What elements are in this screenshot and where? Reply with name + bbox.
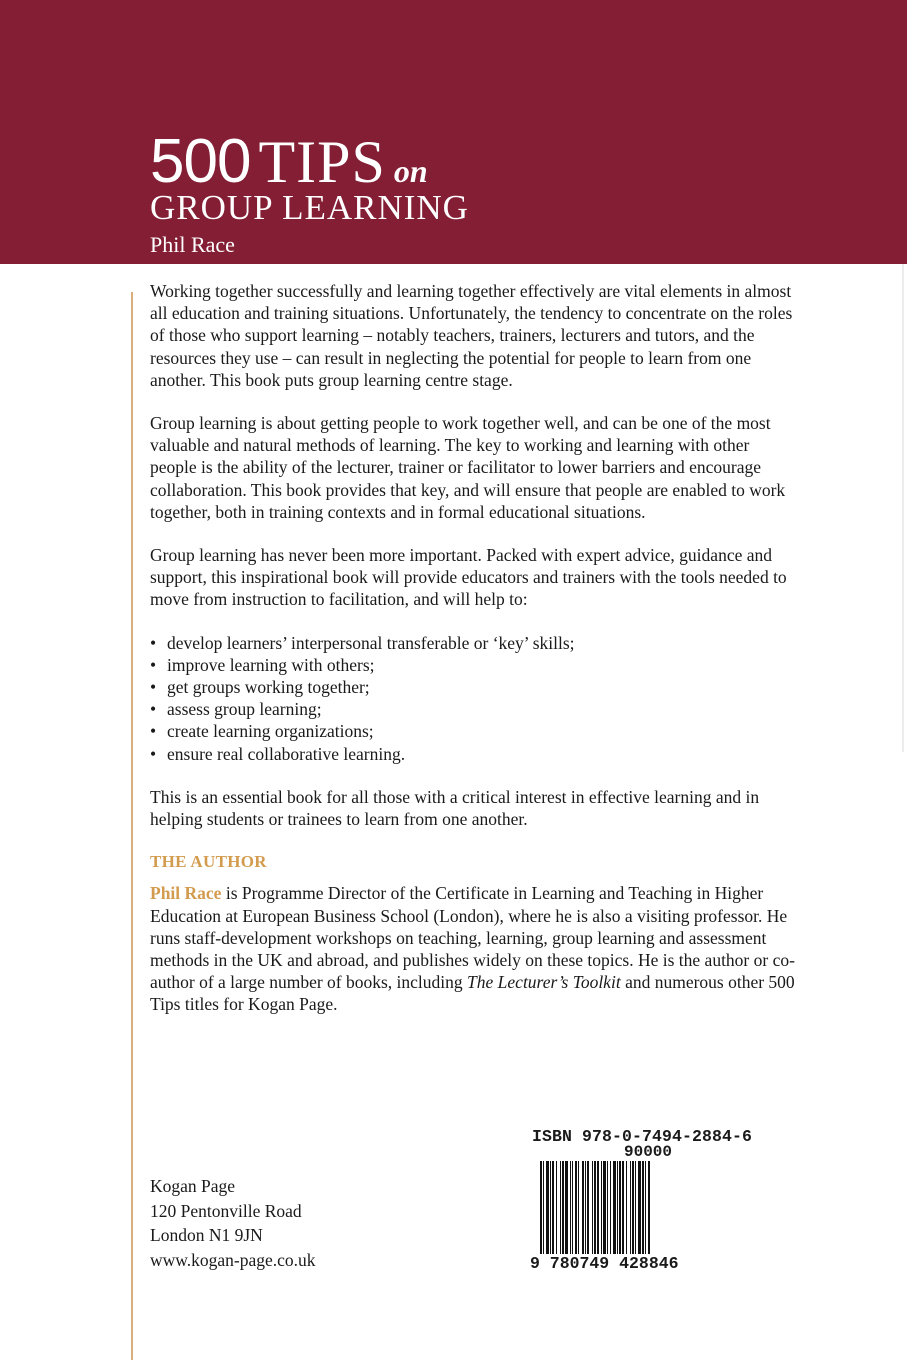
barcode-bar xyxy=(601,1161,602,1261)
publisher-website: www.kogan-page.co.uk xyxy=(150,1249,316,1270)
barcode-bar xyxy=(638,1161,641,1257)
blurb-paragraph: Group learning has never been more important. Packed with expert advice, guidance and support, this inspirational book will provide educators and trainers with the tools needed to move from instruction to facilitation, and will help to: xyxy=(150,545,787,610)
publisher-city: London N1 9JN xyxy=(150,1225,263,1245)
list-item: • improve learning with others; xyxy=(150,654,800,676)
barcode-bar xyxy=(543,1161,544,1261)
header-author: Phil Race xyxy=(150,232,235,257)
author-bio-text: is Programme Director of the Certificate in Learning and Teaching in Higher Education at European Business School (London), where he is also a visiting professor. He runs staff-development workshops on teaching, learning, group learning and assessment methods in the UK and abroad, and publishes widely on these topics. He is the author or co-author of a large number of books, including xyxy=(150,883,795,993)
barcode-bar xyxy=(578,1161,579,1261)
barcode-bar xyxy=(630,1161,631,1257)
publisher-address xyxy=(150,1174,316,1272)
barcode-bar xyxy=(560,1161,561,1261)
book-title-reference: The Lecturer’s Toolkit xyxy=(467,972,621,993)
barcode-bar xyxy=(556,1161,557,1261)
barcode-addon: 90000 xyxy=(624,1143,673,1161)
benefit-list xyxy=(150,632,800,765)
barcode-bar xyxy=(587,1161,589,1261)
barcode-bar xyxy=(585,1161,586,1261)
barcode-bar xyxy=(632,1161,634,1257)
author-bio-text-end: and numerous other 500 Tips titles for Kogan Page. xyxy=(150,972,795,1015)
barcode-bar xyxy=(642,1161,644,1257)
title-number: 500 xyxy=(150,127,251,196)
author-heading: THE AUTHOR xyxy=(150,852,267,872)
barcode-bar xyxy=(645,1161,646,1257)
side-rule-divider xyxy=(131,292,133,1360)
list-item: • develop learners’ interpersonal transferable or ‘key’ skills; xyxy=(150,632,800,654)
barcode-bar xyxy=(610,1161,611,1261)
barcode-bar xyxy=(594,1161,596,1261)
blurb xyxy=(150,280,800,1037)
barcode-bar xyxy=(603,1161,606,1261)
isbn-barcode xyxy=(530,1127,753,1277)
author-bio-name: Phil Race xyxy=(150,883,222,904)
list-item: • get groups working together; xyxy=(150,676,800,698)
barcode-digits: 9 780749 428846 xyxy=(530,1254,679,1273)
barcode-bar xyxy=(550,1161,551,1261)
publisher-name: Kogan Page xyxy=(150,1176,236,1196)
barcode-bar xyxy=(575,1161,577,1261)
list-item: • assess group learning; xyxy=(150,698,800,720)
barcode-bar xyxy=(592,1161,593,1261)
barcode-bar xyxy=(622,1161,624,1261)
author-bio xyxy=(150,882,800,1015)
barcode-bar xyxy=(648,1161,650,1257)
barcode-bar xyxy=(635,1161,636,1257)
barcode-bar xyxy=(607,1161,608,1261)
barcode-bar xyxy=(552,1161,554,1261)
book-title xyxy=(150,126,428,197)
list-item: • create learning organizations; xyxy=(150,720,800,742)
barcode-bar xyxy=(546,1161,549,1261)
barcode-bar xyxy=(562,1161,564,1261)
barcode-bar xyxy=(565,1161,568,1261)
barcode-bar xyxy=(540,1161,542,1261)
book-subtitle: GROUP LEARNING xyxy=(150,188,469,227)
closing-paragraph: This is an essential book for all those with a critical interest in effective learning and in helping students or trainees to learn from one another. xyxy=(150,786,760,830)
title-word: TIPS xyxy=(258,129,386,195)
barcode-bar xyxy=(582,1161,584,1261)
title-on: on xyxy=(393,153,428,189)
barcode-bar xyxy=(626,1161,627,1257)
barcode-bar xyxy=(597,1161,599,1261)
right-edge-line xyxy=(902,264,904,752)
blurb-paragraph: Group learning is about getting people to work together well, and can be one of the most valuable and natural methods of learning. The key to working and learning with other people is the ability of the lecturer, trainer or facilitator to lower barriers and encourage collaboration. This book provides that key, and will ensure that people are enabled to work together, both in training contexts and in formal educational situations. xyxy=(150,413,786,522)
barcode-bar xyxy=(617,1161,618,1261)
list-item: • ensure real collaborative learning. xyxy=(150,743,800,765)
barcode-bar xyxy=(619,1161,621,1261)
barcode-bar xyxy=(613,1161,616,1261)
blurb-paragraph: Working together successfully and learning together effectively are vital elements in almost all education and training situations. Unfortunately, the tendency to concentrate on the roles of those who support learning – notably teachers, trainers, lecturers and tutors, and the resources they use – can result in neglecting the potential for people to learn from one another. This book puts group learning centre stage. xyxy=(150,281,793,390)
barcode-bar xyxy=(570,1161,571,1261)
isbn-label: ISBN 978-0-7494-2884-6 xyxy=(532,1127,753,1146)
publisher-street: 120 Pentonville Road xyxy=(150,1200,302,1221)
barcode-bar xyxy=(572,1161,573,1261)
